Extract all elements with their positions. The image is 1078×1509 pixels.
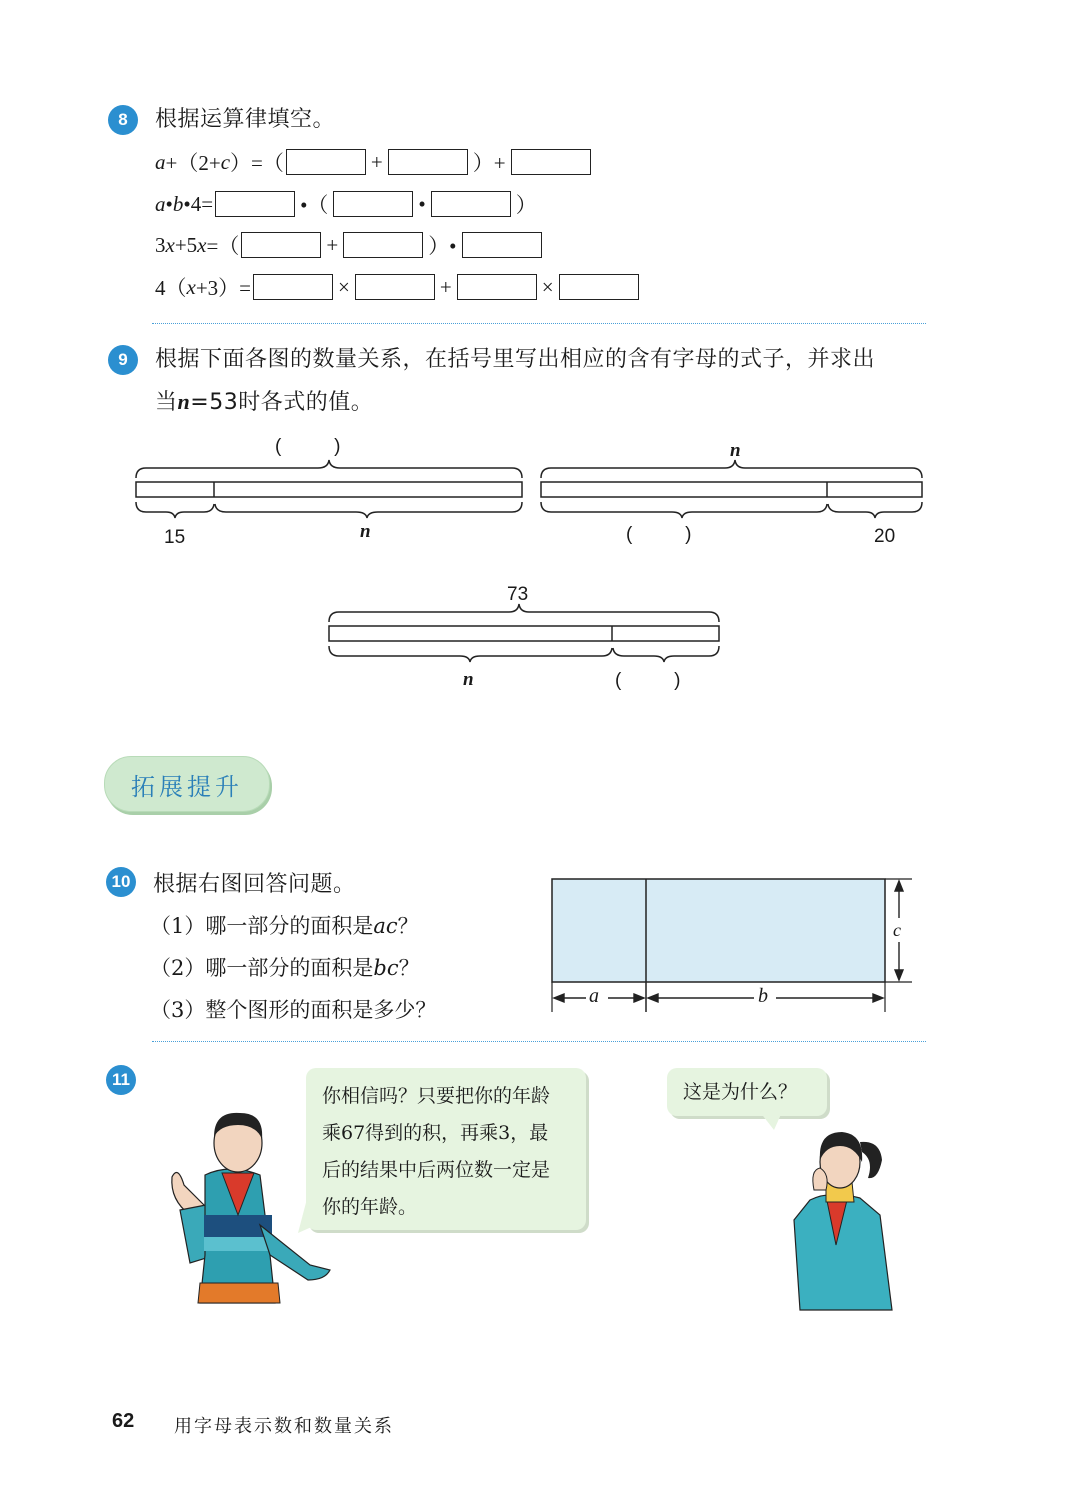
var-c: c — [220, 149, 231, 174]
arrowhead — [895, 970, 903, 980]
diagram3-bottom-right-label: ( ) — [615, 670, 681, 691]
text: （2）哪一部分的面积是 — [150, 956, 374, 980]
section-divider — [152, 1041, 926, 1042]
bubble-line: 乘67得到的积，再乘3，最 — [322, 1122, 549, 1144]
diagram1-top-label: ( ) — [275, 436, 341, 457]
var-x: x — [165, 232, 175, 257]
var-bc: bc — [373, 956, 399, 980]
question-10-title: 根据右图回答问题。 — [153, 872, 356, 897]
boy-jacket-stripe — [204, 1237, 272, 1251]
label-c: c — [893, 920, 901, 940]
arrowhead — [873, 994, 883, 1002]
diagram3-top-label: 73 — [507, 584, 529, 605]
var-b: b — [172, 191, 184, 216]
girl-ponytail — [860, 1142, 882, 1178]
eq-text: ）• — [428, 234, 457, 258]
question-11-badge: 11 — [106, 1065, 136, 1095]
text: 当 — [155, 390, 178, 415]
diagram2-left-brace — [541, 502, 827, 518]
arrowhead — [648, 994, 658, 1002]
eq-text: + — [326, 232, 339, 257]
diagram1-left-brace — [136, 502, 214, 518]
diagram1-bar — [136, 482, 522, 497]
eq-text: ）+ — [472, 151, 506, 175]
var-x: x — [197, 232, 207, 257]
bubble-line: 你相信吗？只要把你的年龄 — [322, 1085, 551, 1107]
var-x: x — [186, 274, 196, 299]
text: ？ — [397, 914, 419, 938]
chapter-title: 用字母表示数和数量关系 — [174, 1416, 394, 1437]
bubble-line: 你的年龄。 — [322, 1196, 418, 1218]
eq-text: =（ — [206, 234, 240, 258]
girl-illustration — [780, 1120, 910, 1315]
question-9-badge: 9 — [108, 345, 138, 375]
var-n: n — [177, 389, 191, 414]
arrowhead — [634, 994, 644, 1002]
diagram3-right-brace — [613, 646, 719, 662]
diagram1-bottom-right-label: n — [360, 521, 371, 542]
boy-pants — [198, 1283, 280, 1303]
question-9-text-line1: 根据下面各图的数量关系，在括号里写出相应的含有字母的式子，并求出 — [155, 347, 876, 372]
eq-text: +3）= — [195, 276, 252, 300]
diagram1-top-brace — [136, 460, 522, 478]
eq-text: × — [338, 274, 350, 299]
question-10-sub1 — [150, 910, 419, 940]
text: ？ — [398, 956, 420, 980]
eq-text: + — [439, 274, 452, 299]
diagram2-bar — [541, 482, 922, 497]
eq-text: ） — [515, 193, 537, 217]
eq-text: •（ — [300, 193, 329, 217]
diagram3-bottom-left-label: n — [463, 669, 474, 690]
var-ac: ac — [373, 914, 398, 938]
page-number: 62 — [112, 1410, 135, 1432]
girl-speech-bubble: 这是为什么？ — [667, 1068, 827, 1116]
eq-text: • — [165, 191, 173, 216]
diagram3-top-brace — [329, 604, 719, 622]
bracket-diagrams — [0, 0, 1078, 720]
label-a: a — [589, 985, 599, 1007]
eq-text: 4（ — [155, 276, 187, 300]
rectangle-area — [552, 879, 885, 982]
eq-text: + — [370, 149, 383, 174]
diagram2-bottom-left-label: ( ) — [626, 524, 692, 545]
eq-text: • — [418, 191, 426, 216]
arrowhead — [895, 881, 903, 891]
arrowhead — [554, 994, 564, 1002]
eq-text: •4= — [183, 191, 214, 216]
boy-speech-bubble — [306, 1068, 586, 1230]
eq-text: +（2+ — [165, 151, 221, 175]
eq-text: × — [541, 274, 554, 299]
boy-illustration — [160, 1105, 340, 1310]
eq-text: 3 — [155, 232, 166, 257]
text: （1）哪一部分的面积是 — [150, 914, 374, 938]
question-8-title: 根据运算律填空。 — [155, 107, 336, 132]
diagram2-top-brace — [541, 460, 922, 478]
question-10-badge: 10 — [106, 867, 136, 897]
var-a: a — [155, 149, 166, 174]
section-badge-extension: 拓展提升 — [104, 756, 270, 812]
diagram3-bar — [329, 626, 719, 641]
diagram1-bottom-left-label: 15 — [164, 527, 186, 548]
diagram3-left-brace — [329, 646, 612, 662]
var-a: a — [155, 191, 166, 216]
text: =53时各式的值。 — [190, 390, 374, 415]
diagram2-right-brace — [828, 502, 922, 518]
diagram2-top-label: n — [730, 440, 741, 461]
eq-text: ）=（ — [230, 151, 284, 175]
label-b: b — [758, 985, 768, 1007]
diagram1-right-brace — [215, 502, 522, 518]
question-10-sub2 — [150, 952, 420, 982]
question-8-badge: 8 — [108, 105, 138, 135]
bubble-line: 后的结果中后两位数一定是 — [322, 1159, 551, 1181]
eq-text: +5 — [174, 232, 198, 257]
question-10-sub3: （3）整个图形的面积是多少？ — [150, 998, 437, 1022]
diagram2-bottom-right-label: 20 — [874, 526, 896, 547]
